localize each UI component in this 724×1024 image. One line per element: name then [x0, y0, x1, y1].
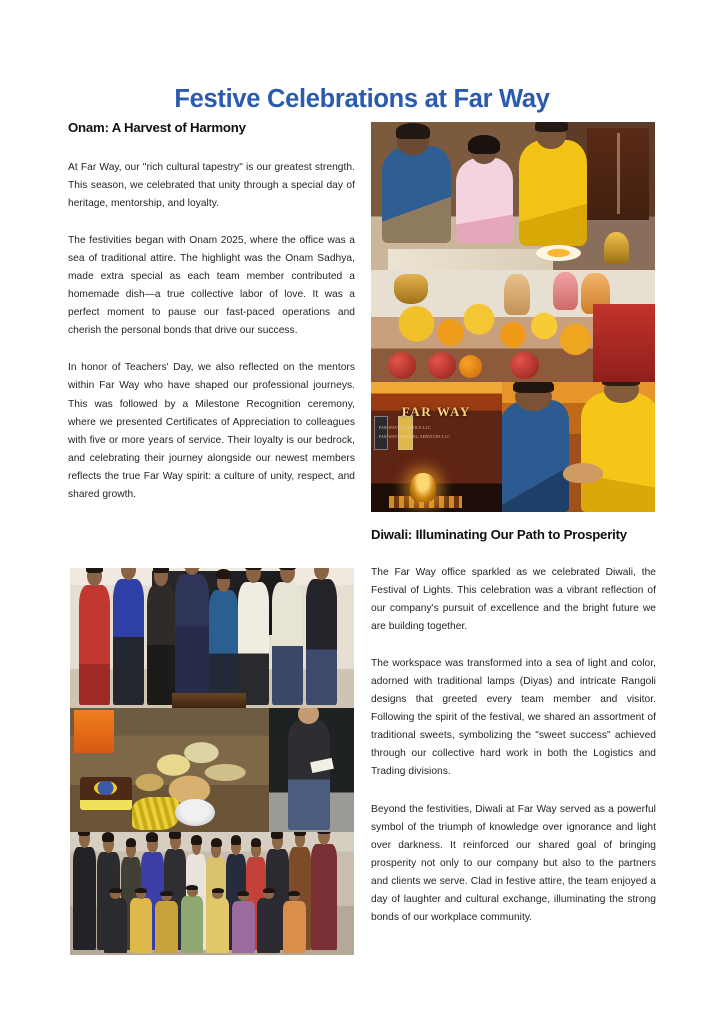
team-member	[272, 582, 303, 705]
team-member	[175, 574, 209, 706]
diwali-paragraph-1: The Far Way office sparkled as we celebrated Diwali, the Festival of Lights. This celebration was a vibrant reflection of our company's pursuit of excellence and the bright future we are building together.	[371, 566, 656, 632]
onam-photo-collage	[371, 122, 655, 512]
team-member	[311, 844, 337, 950]
brass-kalash	[394, 274, 428, 303]
apple-fruit	[510, 352, 538, 379]
photo-signage-and-tilak	[371, 382, 655, 512]
onam-paragraph-3: In honor of Teachers' Day, we also reflected on the mentors within Far Way who have shaped our professional journeys. This was followed by a Milestone Recognition ceremony, where we presented Certificates of Appreciation to colleagues with five or more years of service. Their loyalty is our bedrock, and celebrating their journey alongside our newest members reflects the true Far Way spirit: a culture of unity, respect, and shared growth.	[68, 362, 355, 500]
wall-frame	[374, 416, 388, 450]
puja-plate	[536, 245, 581, 261]
banana-bunch	[132, 797, 180, 829]
team-member	[257, 898, 280, 952]
brass-lamp	[604, 232, 630, 265]
floor-mat	[388, 249, 553, 270]
orange-fruit	[459, 355, 482, 377]
far-way-signage-line-2: FAR WAY SHIPPING SERVICES LLC	[378, 434, 451, 439]
speaker-person	[288, 720, 331, 829]
idol-krishna	[504, 274, 530, 314]
person-blue-shirt	[382, 146, 450, 244]
blessing-hand	[563, 463, 603, 484]
celebration-cake	[80, 777, 132, 809]
diwali-paragraph-2: The workspace was transformed into a sea of light and color, adorned with traditional lamps (Diyas) and intricate Rangoli designs that greeted every team member and visitor. Following the spirit of the festival, we shared an assortment of traditional sweets, symbolizing the "sweet success" achieved through our collective hard work in both the Logistics and Trading divisions.	[371, 657, 656, 778]
photo-tilak-ceremony	[502, 382, 655, 512]
photo-marigold-offerings	[371, 270, 655, 382]
photo-milestone-speaker	[269, 708, 354, 832]
photo-puja-ceremony	[371, 122, 655, 270]
diwali-section-heading: Diwali: Illuminating Our Path to Prosperity	[371, 527, 627, 542]
orange-banner	[74, 710, 114, 752]
person-pink-outfit	[456, 158, 513, 244]
photo-far-way-signage	[371, 382, 502, 512]
diwali-photo-collage	[70, 568, 354, 955]
team-member	[283, 901, 306, 953]
photo-feast-and-speaker	[70, 708, 354, 832]
team-member	[232, 901, 255, 953]
team-member	[238, 582, 269, 705]
team-member	[147, 585, 175, 705]
team-member	[209, 590, 237, 705]
far-way-brand-text: FAR WAY	[401, 404, 471, 420]
photo-sadhya-feast	[70, 708, 269, 832]
onam-paragraph-1: At Far Way, our "rich cultural tapestry" is our greatest strength. This season, we celebrated that unity through a special day of heritage, mentorship, and loyalty.	[68, 161, 355, 209]
serving-bowl	[175, 799, 215, 826]
diwali-paragraph-3: Beyond the festivities, Diwali at Far Way served as a powerful symbol of the triumph of knowledge over ignorance and light over darkness. It reinforced our shared goal of bringing prosperity not only to our company but also to the partners and clients we serve. Clad in festive attire, the team enjoyed a day of laughter and cultural exchange, illuminating the strong bonds of our workplace community.	[371, 803, 656, 924]
diya-lamp-icon	[410, 473, 436, 502]
photo-large-group	[70, 832, 354, 955]
onam-paragraph-2: The festivities began with Onam 2025, where the office was a sea of traditional attire. The highlight was the Onam Sadhya, made extra special as each team member contributed a homemade dish—a true collective labor of love. It was a perfect moment to pause our fast-paced operations and cherish the personal bonds that drive our success.	[68, 234, 355, 337]
apple-fruit	[388, 352, 416, 379]
apple-fruit	[428, 352, 456, 379]
onam-section-heading: Onam: A Harvest of Harmony	[68, 120, 246, 135]
team-member	[104, 898, 127, 952]
photo-team-group-standing	[70, 568, 354, 708]
team-member	[130, 898, 153, 952]
team-member	[73, 847, 96, 950]
person-yellow-kurta	[581, 392, 655, 512]
team-member	[155, 901, 178, 953]
wall-frame	[398, 416, 412, 450]
team-member	[113, 579, 144, 705]
person-blue-shirt	[502, 400, 569, 512]
page-title: Festive Celebrations at Far Way	[174, 85, 550, 114]
diwali-text-column	[371, 527, 656, 927]
team-member	[181, 896, 204, 953]
far-way-signage-line-1: FAR WAY LOGISTICS LLC	[378, 424, 432, 430]
idol-lakshmi	[553, 272, 579, 310]
idol-ganesha	[581, 273, 609, 313]
cabinet-background	[587, 128, 649, 220]
person-yellow-kurta	[519, 140, 587, 247]
cake-table	[172, 693, 246, 708]
team-member	[206, 898, 229, 952]
team-member	[79, 585, 110, 705]
team-member	[306, 579, 337, 705]
onam-text-column	[68, 120, 355, 504]
